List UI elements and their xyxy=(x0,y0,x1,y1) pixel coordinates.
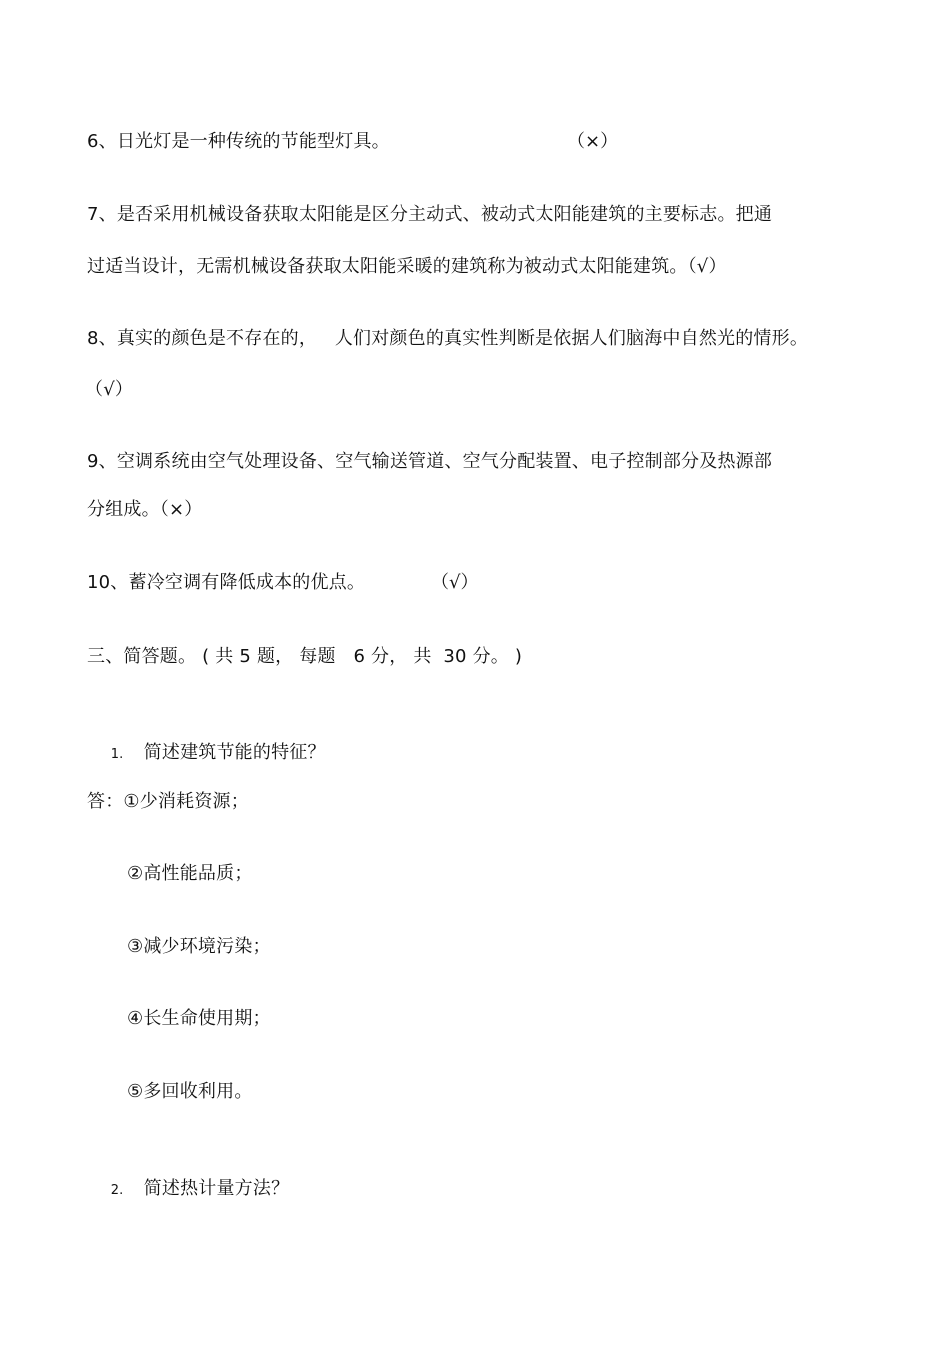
q1-number: 1. xyxy=(110,747,124,762)
q8-line-2: （√） xyxy=(85,379,134,400)
q2-number: 2. xyxy=(110,1183,124,1198)
q6-text: 6、日光灯是一种传统的节能型灯具。 xyxy=(87,131,390,152)
q1-answer-point-4: ④长生命使用期； xyxy=(127,1008,271,1029)
q9-line-2: 分组成。（×） xyxy=(87,499,203,520)
q2-text: 简述热计量方法？ xyxy=(143,1178,290,1199)
short-answer-q1 xyxy=(87,717,326,791)
q1-text: 简述建筑节能的特征？ xyxy=(143,742,326,763)
q7-line-1: 7、是否采用机械设备获取太阳能是区分主动式、被动式太阳能建筑的主要标志。把通 xyxy=(87,204,773,225)
q1-answer-lead: 答：①少消耗资源； xyxy=(87,791,249,812)
section-3-heading: 三、简答题。 ( 共 5 题， 每题 6 分， 共 30 分。 ) xyxy=(87,646,523,667)
q8-line-1: 8、真实的颜色是不存在的， 人们对颜色的真实性判断是依据人们脑海中自然光的情形。 xyxy=(87,328,809,349)
q1-answer-point-5: ⑤多回收利用。 xyxy=(127,1081,253,1102)
q7-line-2: 过适当设计，无需机械设备获取太阳能采暖的建筑称为被动式太阳能建筑。（√） xyxy=(87,256,727,277)
q1-answer-point-3: ③减少环境污染； xyxy=(127,936,271,957)
q6-answer: （×） xyxy=(567,131,619,152)
short-answer-q2 xyxy=(87,1153,289,1227)
q1-answer-point-2: ②高性能品质； xyxy=(127,863,253,884)
q10-answer: （√） xyxy=(431,572,479,593)
q10-text: 10、蓄冷空调有降低成本的优点。 xyxy=(87,572,366,593)
q9-line-1: 9、空调系统由空气处理设备、空气输送管道、空气分配装置、电子控制部分及热源部 xyxy=(87,451,773,472)
